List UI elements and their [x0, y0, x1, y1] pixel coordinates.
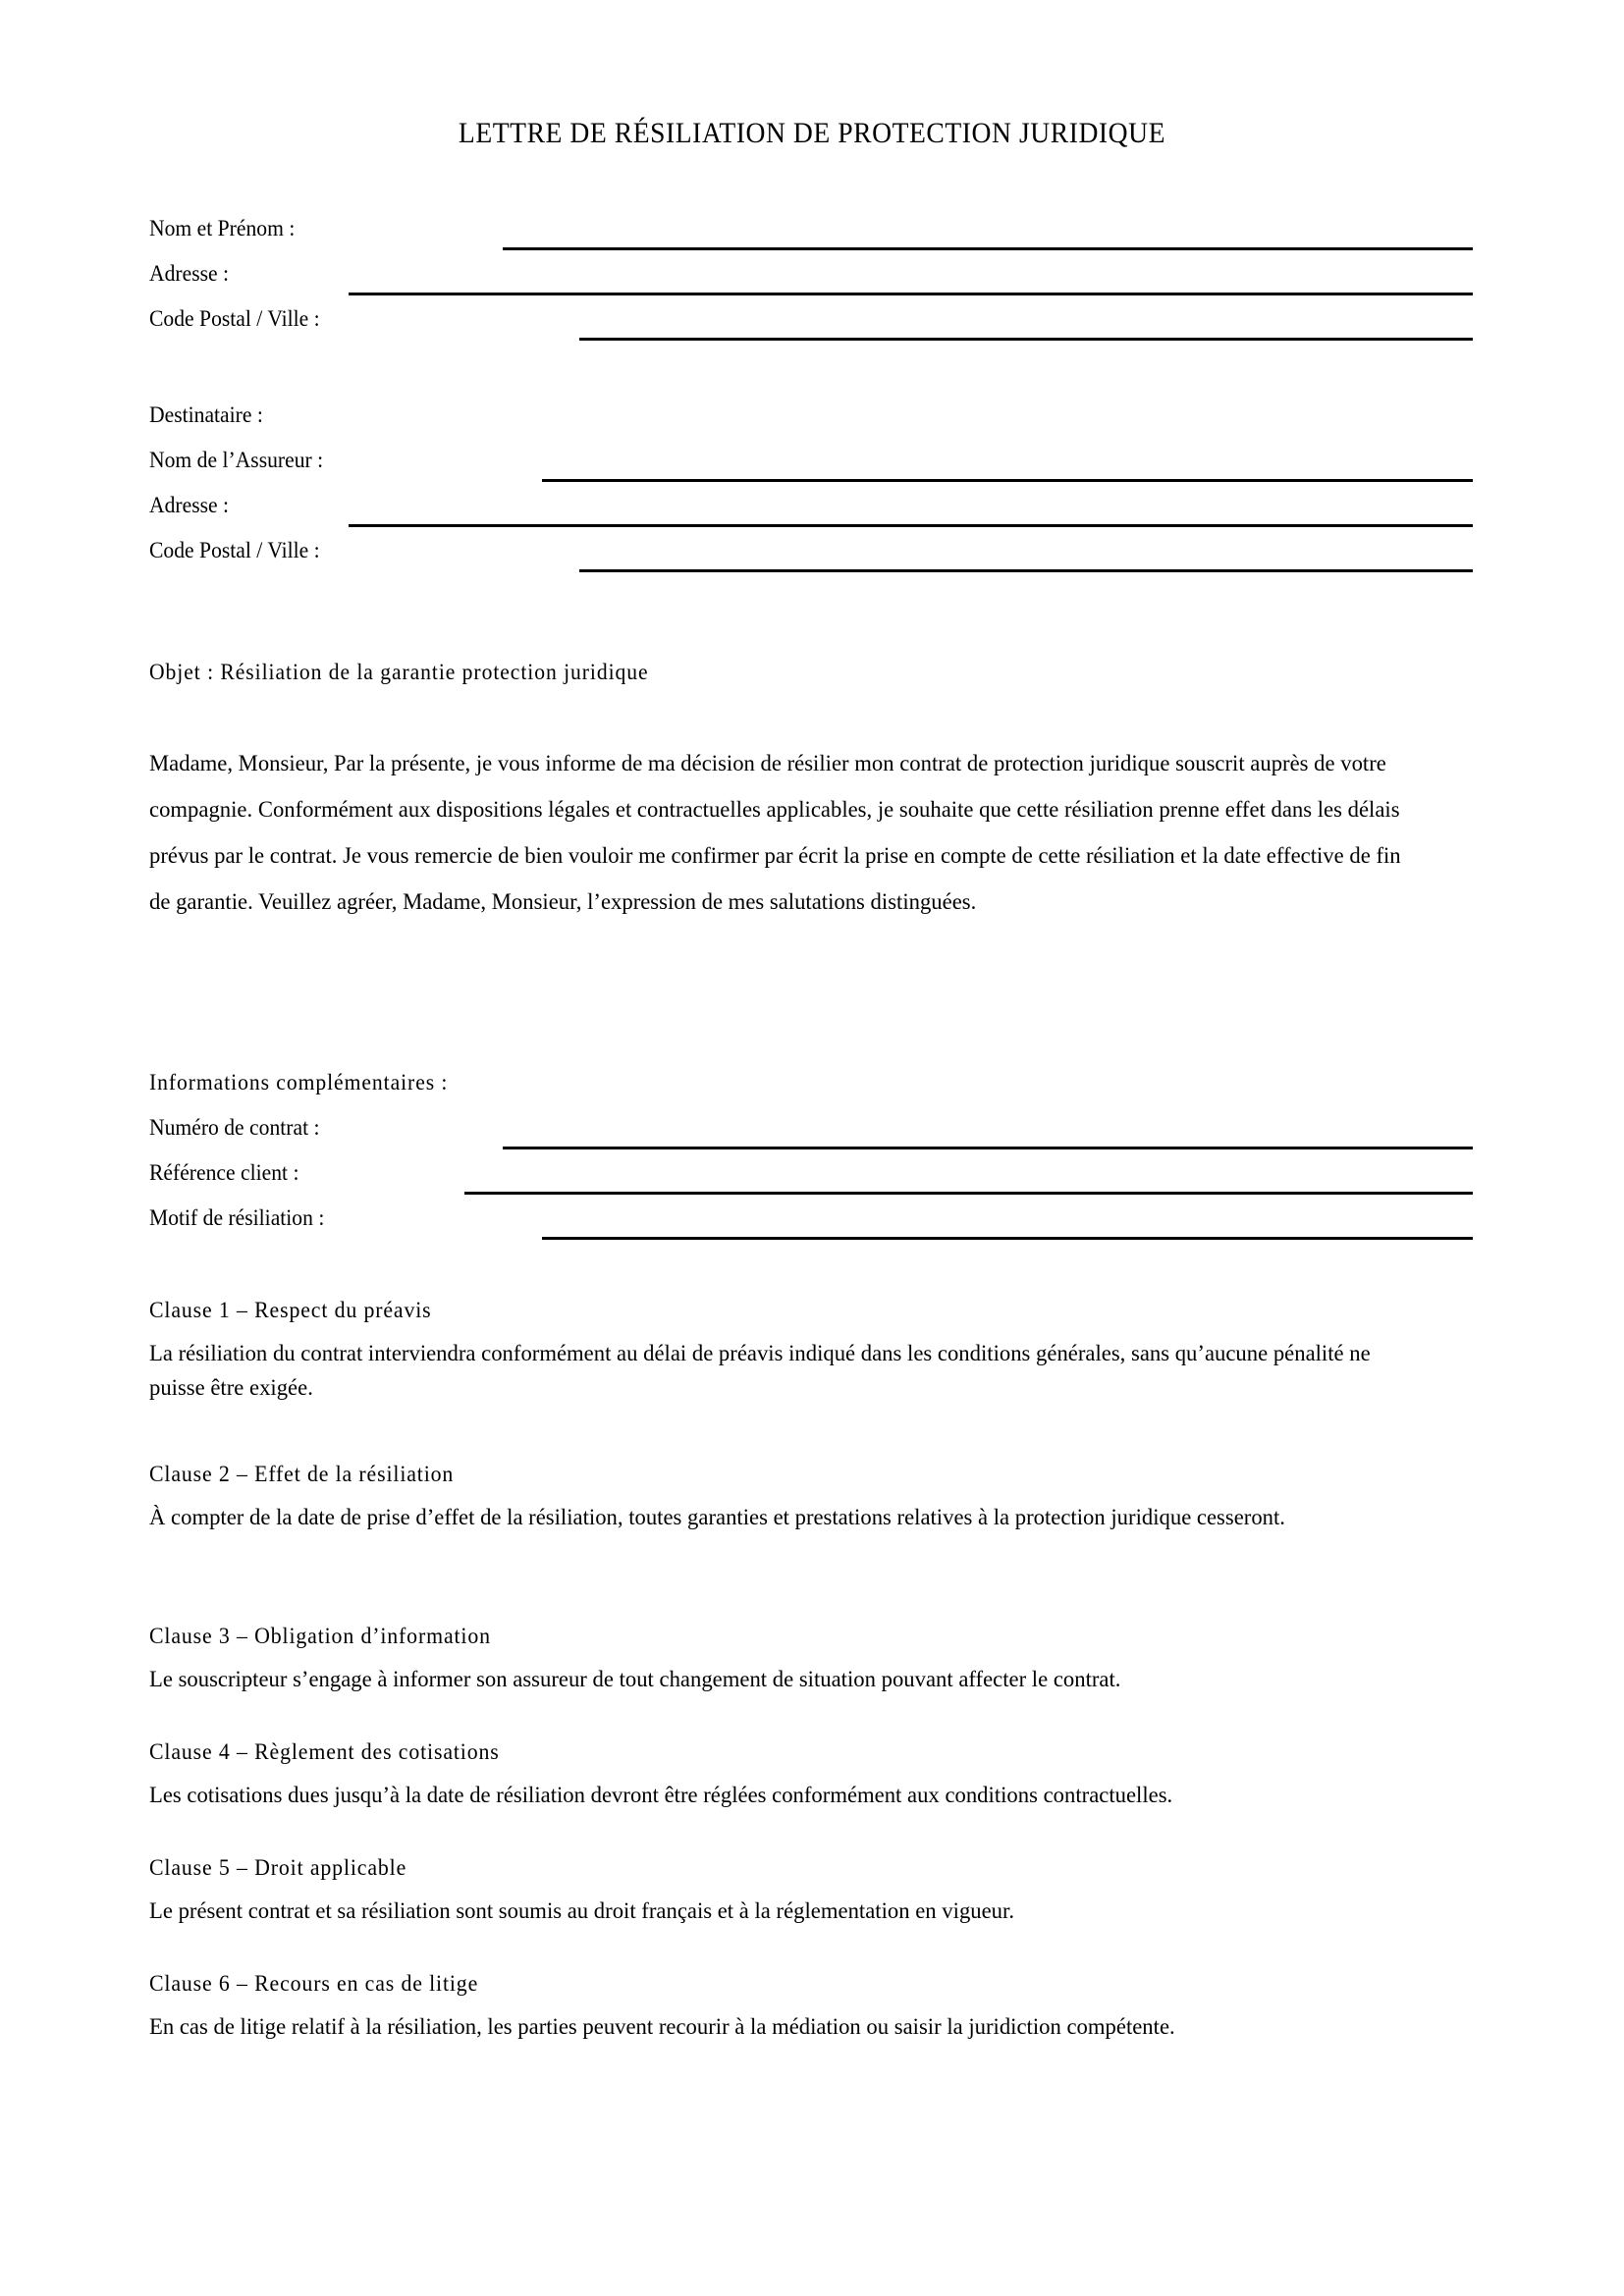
label-reference-client: Référence client : — [149, 1160, 299, 1185]
letter-body-paragraph: Madame, Monsieur, Par la présente, je vous informe de ma décision de résilier mon contrat de protection juridique souscrit auprès de votre compagnie. Conformément aux dispositions légales et contractuelles applicables, je souhaite que cette résiliation prenne effet dans les délais prévus par le contrat. Je vous remercie de bien vouloir me confirmer par écrit la prise en compte de cette résiliation et la date effective de fin de garantie. Veuillez agréer, Madame, Monsieur, l’expression de mes salutations distinguées. — [149, 751, 1401, 915]
input-rule-nom-prenom[interactable] — [503, 247, 1473, 250]
label-numero-contrat: Numéro de contrat : — [149, 1115, 320, 1140]
clause-title-4: Clause 4 – Règlement des cotisations — [149, 1739, 500, 1764]
additional-info-block — [149, 1068, 1473, 1249]
clause-block-5 — [149, 1853, 1473, 1929]
input-rule-sender-adresse[interactable] — [349, 293, 1473, 295]
clause-block-2 — [149, 1460, 1473, 1535]
field-row-recipient-code-postal — [149, 536, 1473, 581]
clause-block-3 — [149, 1622, 1473, 1697]
field-row-numero-contrat — [149, 1113, 1473, 1158]
label-recipient-adresse: Adresse : — [149, 493, 230, 517]
clause-title-2: Clause 2 – Effet de la résiliation — [149, 1462, 455, 1486]
label-recipient-code-postal: Code Postal / Ville : — [149, 538, 320, 562]
input-rule-reference-client[interactable] — [464, 1192, 1473, 1195]
label-nom-assureur: Nom de l’Assureur : — [149, 448, 324, 472]
input-rule-nom-assureur[interactable] — [542, 479, 1473, 482]
field-row-sender-adresse — [149, 259, 1473, 304]
recipient-heading-row — [149, 400, 1473, 446]
label-destinataire: Destinataire : — [149, 402, 263, 427]
clause-text-1: La résiliation du contrat interviendra conformément au délai de préavis indiqué dans les conditions générales, sans qu’aucune pénalité ne puisse être exigée. — [149, 1341, 1371, 1401]
clause-block-1 — [149, 1296, 1473, 1406]
label-sender-code-postal: Code Postal / Ville : — [149, 306, 320, 331]
recipient-block — [149, 400, 1473, 581]
input-rule-recipient-adresse[interactable] — [349, 524, 1473, 527]
clause-block-4 — [149, 1737, 1473, 1813]
field-row-motif-resiliation — [149, 1203, 1473, 1249]
input-rule-sender-code-postal[interactable] — [579, 338, 1473, 341]
input-rule-motif-resiliation[interactable] — [542, 1237, 1473, 1240]
subject-line: Objet : Résiliation de la garantie protection juridique — [149, 660, 649, 684]
label-nom-prenom: Nom et Prénom : — [149, 216, 296, 240]
clause-text-3: Le souscripteur s’engage à informer son assureur de tout changement de situation pouvant affecter le contrat. — [149, 1667, 1121, 1692]
clause-title-6: Clause 6 – Recours en cas de litige — [149, 1971, 479, 1996]
clause-text-4: Les cotisations dues jusqu’à la date de résiliation devront être réglées conformément aux conditions contractuelles. — [149, 1783, 1173, 1808]
clause-text-5: Le présent contrat et sa résiliation sont soumis au droit français et à la réglementation en vigueur. — [149, 1898, 1014, 1924]
input-rule-recipient-code-postal[interactable] — [579, 569, 1473, 572]
field-row-recipient-adresse — [149, 491, 1473, 536]
field-row-reference-client — [149, 1158, 1473, 1203]
additional-info-heading-row — [149, 1068, 1473, 1113]
field-row-nom-prenom — [149, 214, 1473, 259]
sender-block — [149, 214, 1473, 349]
clause-title-3: Clause 3 – Obligation d’information — [149, 1624, 491, 1648]
field-row-nom-assureur — [149, 446, 1473, 491]
field-row-sender-code-postal — [149, 304, 1473, 349]
label-motif-resiliation: Motif de résiliation : — [149, 1205, 325, 1230]
input-rule-numero-contrat[interactable] — [503, 1147, 1473, 1149]
clause-title-5: Clause 5 – Droit applicable — [149, 1855, 407, 1880]
clause-text-6: En cas de litige relatif à la résiliation, les parties peuvent recourir à la médiation ou saisir la juridiction compétente. — [149, 2014, 1175, 2040]
label-informations-complementaires: Informations complémentaires : — [149, 1070, 449, 1095]
clause-text-2: À compter de la date de prise d’effet de la résiliation, toutes garanties et prestations relatives à la protection juridique cesseront. — [149, 1505, 1285, 1530]
label-sender-adresse: Adresse : — [149, 261, 230, 286]
page-title: LETTRE DE RÉSILIATION DE PROTECTION JURIDIQUE — [458, 117, 1166, 149]
clause-title-1: Clause 1 – Respect du préavis — [149, 1298, 432, 1322]
clause-block-6 — [149, 1969, 1473, 2045]
